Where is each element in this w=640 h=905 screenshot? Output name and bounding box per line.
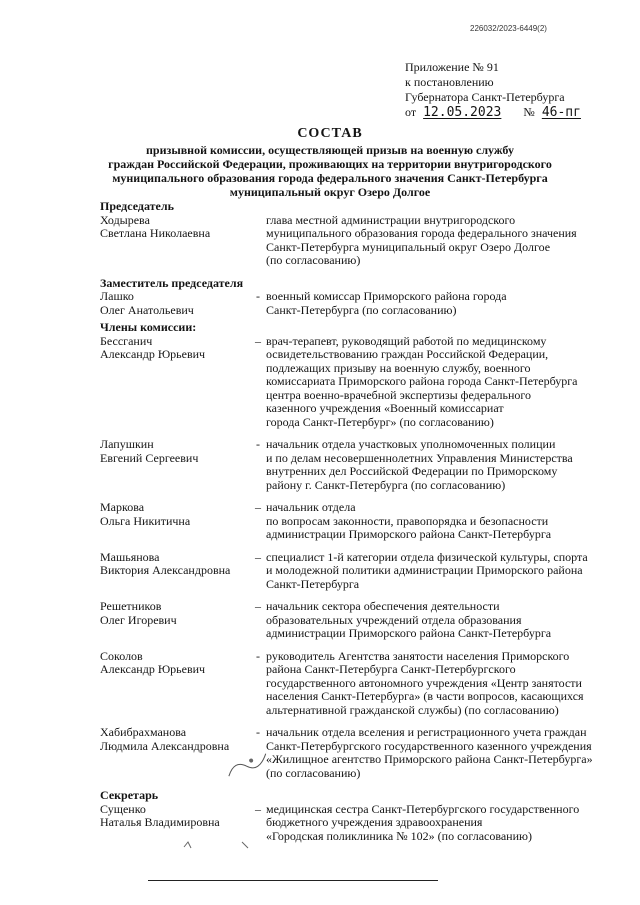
member-name	[100, 803, 250, 830]
member-surname: Лашко	[100, 289, 134, 303]
member-dash: –	[255, 500, 261, 514]
position-line: медицинская сестра Санкт-Петербургского государственного	[266, 801, 580, 816]
position-line: города Санкт-Петербург» (по согласованию)	[266, 414, 494, 429]
title-line-1: призывной комиссии, осуществляющей призыв на военную службу	[146, 143, 514, 157]
member-position	[266, 726, 620, 780]
member-surname: Лапушкин	[100, 437, 154, 451]
member-surname: Сущенко	[100, 801, 146, 816]
member-given-name: Людмила Александровна	[100, 738, 230, 753]
appendix-line-2: к постановлению	[405, 75, 494, 89]
position-line: образовательных учреждений отдела образования	[266, 612, 522, 627]
position-line: врач-терапевт, руководящий работой по медицинскому	[266, 333, 547, 348]
member-position	[266, 501, 620, 542]
member-given-name: Светлана Николаевна	[100, 226, 211, 240]
appendix-date-line	[405, 105, 585, 120]
position-line: Санкт-Петербурга	[266, 576, 360, 591]
position-line: «Городская поликлиника № 102» (по согласованию)	[266, 828, 532, 843]
member-given-name: Олег Анатольевич	[100, 302, 194, 317]
member-position	[266, 290, 620, 317]
member-name	[100, 726, 250, 753]
secretary-section-label: Секретарь	[100, 788, 159, 802]
member-given-name: Виктория Александровна	[100, 563, 231, 577]
member-position	[266, 335, 620, 430]
member-dash: –	[255, 599, 261, 613]
scribble-mark-icon	[182, 838, 262, 852]
member-position	[266, 214, 620, 268]
member-name	[100, 501, 250, 528]
member-name	[100, 214, 250, 241]
position-line: и по делам несовершеннолетних Управления Министерства	[266, 450, 573, 465]
position-line: «Жилищное агентство Приморского района Санкт-Петербурга»	[266, 752, 593, 766]
member-dash: -	[256, 648, 260, 663]
secretary-entry	[100, 803, 620, 844]
member-given-name: Александр Юрьевич	[100, 662, 206, 676]
member-given-name: Александр Юрьевич	[100, 347, 206, 361]
member-name	[100, 438, 250, 465]
position-line: центра военно-врачебной экспертизы федерального	[266, 387, 531, 402]
chair-entry	[100, 214, 620, 268]
member-surname: Машьянова	[100, 549, 160, 564]
position-line: руководитель Агентства занятости населения Приморского	[266, 648, 570, 663]
member-surname: Ходырева	[100, 212, 150, 227]
member-given-name: Олег Игоревич	[100, 612, 177, 627]
position-line: глава местной администрации внутригородского	[266, 212, 516, 227]
page-bottom-rule	[148, 880, 438, 881]
document-title	[40, 125, 620, 199]
member-dash: -	[256, 289, 260, 303]
position-line: внутренних дел Российской Федерации по Приморскому	[266, 464, 558, 478]
title-line-3: муниципального образования города федерального значения Санкт-Петербурга	[112, 171, 548, 185]
position-line: начальник отдела участковых уполномоченных полиции	[266, 437, 556, 451]
member-position	[266, 551, 620, 592]
member-entry	[100, 438, 620, 492]
chair-section-label: Председатель	[100, 199, 174, 213]
position-line: начальник отдела	[266, 500, 356, 514]
title-line-2: граждан Российской Федерации, проживающих на территории внутригородского	[108, 157, 552, 171]
position-line: по вопросам законности, правопорядка и безопасности	[266, 513, 549, 528]
member-entry	[100, 726, 620, 780]
member-dash: -	[256, 725, 260, 739]
commission-roster	[100, 200, 620, 843]
position-line: муниципального образования города федерального значения	[266, 226, 577, 240]
member-name	[100, 600, 250, 627]
position-line: военный комиссар Приморского района города	[266, 289, 507, 303]
position-line: администрации Приморского района Санкт-Петербурга	[266, 626, 552, 640]
member-surname: Хабибрахманова	[100, 725, 187, 739]
position-line: населения Санкт-Петербурга» (в части вопросов, касающихся	[266, 689, 584, 703]
member-surname: Маркова	[100, 500, 145, 514]
position-line: альтернативной гражданской службы) (по согласованию)	[266, 702, 559, 717]
title-heading: СОСТАВ	[297, 126, 363, 141]
position-line: казенного учреждения «Военный комиссариат	[266, 401, 504, 415]
member-name	[100, 290, 250, 317]
member-dash: –	[255, 549, 261, 564]
appendix-line-3: Губернатора Санкт-Петербурга	[405, 90, 565, 104]
appendix-number: 46-пг	[541, 105, 581, 120]
member-entry	[100, 600, 620, 641]
member-surname: Бессганич	[100, 333, 153, 348]
member-position	[266, 650, 620, 718]
position-line: району г. Санкт-Петербурга (по согласованию)	[266, 477, 506, 492]
deputy-section-label: Заместитель председателя	[100, 275, 244, 290]
position-line: (по согласованию)	[266, 253, 361, 267]
position-line: района Санкт-Петербурга Санкт-Петербургского	[266, 662, 516, 676]
position-line: (по согласованию)	[266, 765, 361, 780]
position-line: администрации Приморского района Санкт-Петербурга	[266, 527, 552, 541]
member-surname: Соколов	[100, 648, 143, 663]
position-line: Санкт-Петербургского государственного казенного учреждения	[266, 738, 592, 753]
position-line: комиссариата Приморского района города Санкт-Петербурга	[266, 374, 578, 388]
position-line: освидетельствованию граждан Российской Федерации,	[266, 347, 549, 361]
member-name	[100, 551, 250, 578]
member-name	[100, 335, 250, 362]
members-section-label: Члены комиссии:	[100, 320, 197, 334]
member-dash: –	[255, 801, 261, 816]
member-given-name: Наталья Владимировна	[100, 815, 220, 829]
document-registry-number: 226032/2023-6449(2)	[470, 24, 547, 33]
member-dash: -	[256, 437, 260, 451]
position-line: и молодежной политики администрации Приморского района	[266, 563, 583, 577]
member-entry	[100, 501, 620, 542]
position-line: подлежащих призыву на военную службу, военного	[266, 360, 531, 375]
member-entry	[100, 551, 620, 592]
member-dash: –	[255, 333, 261, 348]
member-name	[100, 650, 250, 677]
member-position	[266, 438, 620, 492]
member-position	[266, 600, 620, 641]
position-line: государственного автономного учреждения «Центр занятости	[266, 675, 582, 690]
member-entry	[100, 650, 620, 718]
position-line: Санкт-Петербурга муниципальный округ Озеро Долгое	[266, 239, 551, 254]
appendix-date: 12.05.2023	[423, 105, 502, 120]
member-given-name: Евгений Сергеевич	[100, 450, 199, 465]
appendix-number-label: №	[523, 105, 535, 119]
position-line: начальник отдела вселения и регистрационного учета граждан	[266, 725, 587, 739]
member-given-name: Ольга Никитична	[100, 513, 191, 528]
member-surname: Решетников	[100, 599, 162, 613]
member-entry	[100, 335, 620, 430]
position-line: начальник сектора обеспечения деятельности	[266, 599, 500, 613]
appendix-line-1: Приложение № 91	[405, 60, 499, 74]
deputy-entry	[100, 290, 620, 317]
appendix-from-label: от	[405, 105, 417, 119]
position-line: бюджетного учреждения здравоохранения	[266, 815, 483, 829]
title-line-4: муниципальный округ Озеро Долгое	[229, 185, 431, 199]
appendix-block	[405, 60, 585, 120]
position-line: Санкт-Петербурга (по согласованию)	[266, 302, 457, 317]
member-position	[266, 803, 620, 844]
position-line: специалист 1-й категории отдела физической культуры, спорта	[266, 549, 588, 564]
